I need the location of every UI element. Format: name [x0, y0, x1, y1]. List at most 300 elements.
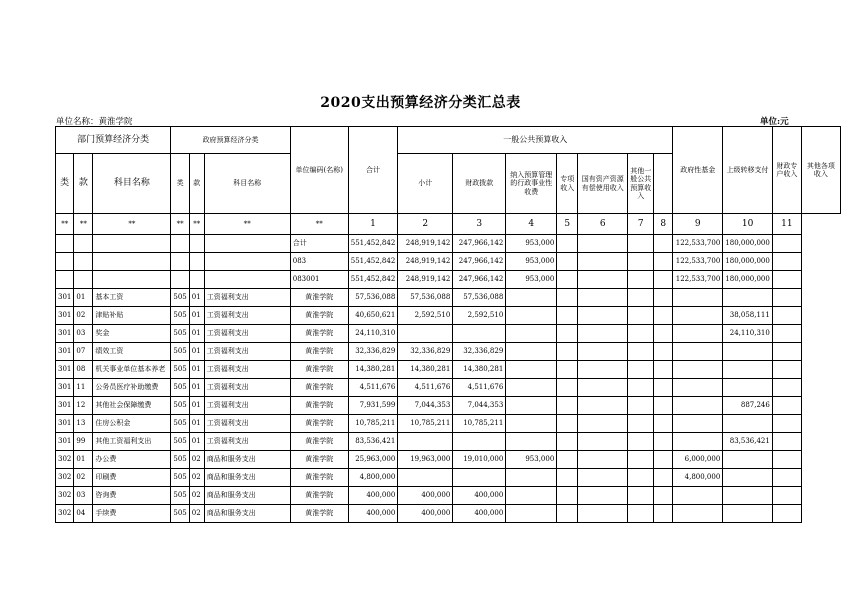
item-name-cell: 基本工资 — [93, 289, 171, 307]
special-income-header: 专项收入 — [557, 154, 578, 214]
appropriation-cell — [453, 325, 506, 343]
gov-kuan-cell — [189, 235, 204, 253]
kuan-cell: 01 — [74, 451, 93, 469]
state-asset-cell — [578, 361, 628, 379]
total-cell: 24,110,310 — [348, 325, 398, 343]
gov-fund-cell — [654, 487, 673, 505]
gov-lei-cell: 505 — [171, 433, 189, 451]
lei-cell: 301 — [56, 397, 74, 415]
lei-cell: 302 — [56, 469, 74, 487]
kuan-cell: 08 — [74, 361, 93, 379]
other-income-header: 其他各项收入 — [801, 127, 840, 214]
gov-fund-cell — [654, 433, 673, 451]
special-income-cell — [557, 451, 578, 469]
fiscal-special-cell: 38,058,111 — [723, 307, 773, 325]
gov-fund-header: 政府性基金 — [673, 127, 723, 214]
currency-unit-label: 单位:元 — [760, 117, 789, 127]
gov-item-name-cell: 工资福利支出 — [204, 343, 290, 361]
appropriation-cell: 400,000 — [453, 505, 506, 523]
other-general-cell — [628, 307, 654, 325]
fiscal-special-cell — [723, 289, 773, 307]
state-asset-cell — [578, 271, 628, 289]
fiscal-special-cell: 83,536,421 — [723, 433, 773, 451]
general-budget-header: 一般公共预算收入 — [398, 127, 673, 154]
other-income-cell — [772, 505, 801, 523]
item-name-cell: 津贴补贴 — [93, 307, 171, 325]
unit-cell: 黄淮学院 — [290, 343, 348, 361]
state-asset-cell — [578, 307, 628, 325]
unit-cell: 黄淮学院 — [290, 397, 348, 415]
total-header: 合计 — [348, 127, 398, 214]
subtotal-cell: 14,380,281 — [398, 361, 453, 379]
kuan-cell: 01 — [74, 289, 93, 307]
lei-cell: 301 — [56, 361, 74, 379]
gov-lei-cell: 505 — [171, 361, 189, 379]
admin-fee-header: 纳入预算管理的行政事业性收费 — [506, 154, 557, 214]
gov-item-name-cell: 工资福利支出 — [204, 289, 290, 307]
unit-cell: 黄淮学院 — [290, 505, 348, 523]
subtotal-cell: 57,536,088 — [398, 289, 453, 307]
gov-kuan-cell: 01 — [189, 361, 204, 379]
lei-cell — [56, 253, 74, 271]
transfer-cell — [673, 325, 723, 343]
transfer-cell: 122,533,700 — [673, 235, 723, 253]
kuan-cell: 02 — [74, 469, 93, 487]
gov-kuan-cell — [189, 271, 204, 289]
gov-kuan-cell: 01 — [189, 343, 204, 361]
subtotal-cell: 2,592,510 — [398, 307, 453, 325]
total-cell: 83,536,421 — [348, 433, 398, 451]
other-income-cell — [772, 487, 801, 505]
transfer-cell — [673, 397, 723, 415]
gov-item-name-cell: 商品和服务支出 — [204, 487, 290, 505]
lei-cell: 301 — [56, 325, 74, 343]
index-cell: ** — [189, 214, 204, 235]
subtotal-cell: 7,044,353 — [398, 397, 453, 415]
index-cell: ** — [290, 214, 348, 235]
subtotal-cell — [398, 469, 453, 487]
admin-fee-cell — [506, 487, 557, 505]
unit-cell: 合计 — [290, 235, 348, 253]
other-general-cell — [628, 361, 654, 379]
item-name-cell: 机关事业单位基本养老 — [93, 361, 171, 379]
gov-item-name-cell — [204, 253, 290, 271]
other-general-cell — [628, 235, 654, 253]
appropriation-cell: 19,010,000 — [453, 451, 506, 469]
gov-fund-cell — [654, 325, 673, 343]
lei-cell: 301 — [56, 343, 74, 361]
special-income-cell — [557, 505, 578, 523]
other-income-cell — [772, 307, 801, 325]
index-cell: ** — [171, 214, 189, 235]
gov-item-name-cell: 工资福利支出 — [204, 325, 290, 343]
index-cell: 7 — [628, 214, 654, 235]
gov-lei-cell: 505 — [171, 325, 189, 343]
other-income-cell — [772, 235, 801, 253]
gov-kuan-cell: 02 — [189, 451, 204, 469]
total-cell: 7,931,599 — [348, 397, 398, 415]
table-row — [56, 325, 841, 343]
unit-cell: 黄淮学院 — [290, 289, 348, 307]
appropriation-cell: 4,511,676 — [453, 379, 506, 397]
unit-cell: 黄淮学院 — [290, 325, 348, 343]
special-income-cell — [557, 433, 578, 451]
page-title: 2020支出预算经济分类汇总表 — [320, 95, 521, 111]
gov-fund-cell — [654, 307, 673, 325]
admin-fee-cell — [506, 289, 557, 307]
special-income-cell — [557, 487, 578, 505]
kuan-cell — [74, 271, 93, 289]
appropriation-cell: 247,966,142 — [453, 253, 506, 271]
special-income-cell — [557, 415, 578, 433]
unit-code-header: 单位编码(名称) — [290, 127, 348, 214]
table-row — [56, 379, 841, 397]
item-name-cell — [93, 271, 171, 289]
fiscal-special-cell: 887,246 — [723, 397, 773, 415]
state-asset-cell — [578, 253, 628, 271]
item-name-cell: 其他工资福利支出 — [93, 433, 171, 451]
lei-cell: 301 — [56, 433, 74, 451]
item-name-cell — [93, 235, 171, 253]
gov-item-name-cell — [204, 271, 290, 289]
state-asset-cell — [578, 451, 628, 469]
gov-fund-cell — [654, 379, 673, 397]
unit-cell: 083 — [290, 253, 348, 271]
lei-cell: 301 — [56, 379, 74, 397]
lei-cell: 301 — [56, 289, 74, 307]
gov-item-name-cell: 商品和服务支出 — [204, 451, 290, 469]
gov-lei-cell: 505 — [171, 451, 189, 469]
lei-cell: 302 — [56, 505, 74, 523]
lei-cell — [56, 235, 74, 253]
special-income-cell — [557, 469, 578, 487]
fiscal-special-cell — [723, 379, 773, 397]
special-income-cell — [557, 253, 578, 271]
gov-item-name-cell: 工资福利支出 — [204, 433, 290, 451]
subtotal-cell: 19,963,000 — [398, 451, 453, 469]
lei-header: 类 — [56, 154, 74, 214]
item-name-cell: 办公费 — [93, 451, 171, 469]
other-general-cell — [628, 325, 654, 343]
gov-fund-cell — [654, 235, 673, 253]
appropriation-cell: 14,380,281 — [453, 361, 506, 379]
kuan-cell: 07 — [74, 343, 93, 361]
total-cell: 40,650,621 — [348, 307, 398, 325]
index-cell: ** — [93, 214, 171, 235]
total-cell: 551,452,842 — [348, 271, 398, 289]
state-asset-cell — [578, 235, 628, 253]
admin-fee-cell: 953,000 — [506, 235, 557, 253]
other-income-cell — [772, 469, 801, 487]
lei-cell: 301 — [56, 415, 74, 433]
other-income-cell — [772, 343, 801, 361]
index-cell: ** — [74, 214, 93, 235]
state-asset-cell — [578, 379, 628, 397]
index-cell: 8 — [654, 214, 673, 235]
gov-fund-cell — [654, 415, 673, 433]
state-asset-cell — [578, 343, 628, 361]
transfer-cell: 122,533,700 — [673, 271, 723, 289]
subtotal-cell — [398, 433, 453, 451]
index-cell: 11 — [772, 214, 801, 235]
other-income-cell — [772, 415, 801, 433]
state-asset-cell — [578, 289, 628, 307]
appropriation-cell: 10,785,211 — [453, 415, 506, 433]
transfer-cell: 6,000,000 — [673, 451, 723, 469]
state-asset-header: 国有资产资源有偿使用收入 — [578, 154, 628, 214]
item-name-cell: 手续费 — [93, 505, 171, 523]
kuan-cell: 11 — [74, 379, 93, 397]
kuan-cell: 03 — [74, 487, 93, 505]
subtotal-cell — [398, 325, 453, 343]
lei-cell: 301 — [56, 307, 74, 325]
appropriation-cell — [453, 433, 506, 451]
gov-lei-cell: 505 — [171, 487, 189, 505]
appropriation-cell — [453, 469, 506, 487]
gov-item-name-cell: 商品和服务支出 — [204, 469, 290, 487]
kuan-cell: 13 — [74, 415, 93, 433]
state-asset-cell — [578, 415, 628, 433]
appropriation-cell: 247,966,142 — [453, 271, 506, 289]
transfer-cell — [673, 379, 723, 397]
special-income-cell — [557, 397, 578, 415]
gov-fund-cell — [654, 289, 673, 307]
table-row — [56, 469, 841, 487]
index-cell: 2 — [398, 214, 453, 235]
index-cell: ** — [204, 214, 290, 235]
state-asset-cell — [578, 433, 628, 451]
other-income-cell — [772, 253, 801, 271]
other-income-cell — [772, 379, 801, 397]
gov-lei-cell: 505 — [171, 505, 189, 523]
lei-cell: 302 — [56, 487, 74, 505]
other-income-cell — [772, 397, 801, 415]
transfer-cell — [673, 289, 723, 307]
subtotal-cell: 10,785,211 — [398, 415, 453, 433]
special-income-cell — [557, 289, 578, 307]
special-income-cell — [557, 343, 578, 361]
appropriation-header: 财政拨款 — [453, 154, 506, 214]
transfer-cell — [673, 505, 723, 523]
other-general-cell — [628, 469, 654, 487]
transfer-cell: 122,533,700 — [673, 253, 723, 271]
table-row — [56, 397, 841, 415]
gov-kuan-cell: 02 — [189, 469, 204, 487]
state-asset-cell — [578, 487, 628, 505]
transfer-cell — [673, 307, 723, 325]
gov-lei-cell: 505 — [171, 469, 189, 487]
kuan-cell: 02 — [74, 307, 93, 325]
table-row — [56, 289, 841, 307]
table-row — [56, 343, 841, 361]
gov-lei-cell: 505 — [171, 343, 189, 361]
gov-lei-cell: 505 — [171, 307, 189, 325]
other-income-cell — [772, 289, 801, 307]
special-income-cell — [557, 379, 578, 397]
total-cell: 10,785,211 — [348, 415, 398, 433]
fiscal-special-cell — [723, 343, 773, 361]
item-name-cell: 公务员医疗补助缴费 — [93, 379, 171, 397]
table-row — [56, 505, 841, 523]
other-general-cell — [628, 433, 654, 451]
gov-fund-cell — [654, 397, 673, 415]
table-row — [56, 307, 841, 325]
other-general-cell — [628, 487, 654, 505]
fiscal-special-cell — [723, 415, 773, 433]
gov-kuan-cell: 01 — [189, 289, 204, 307]
gov-lei-cell: 505 — [171, 397, 189, 415]
table-row — [56, 361, 841, 379]
fiscal-special-cell — [723, 487, 773, 505]
gov-kuan-cell: 01 — [189, 397, 204, 415]
transfer-cell — [673, 487, 723, 505]
total-cell: 32,336,829 — [348, 343, 398, 361]
subtotal-cell: 248,919,142 — [398, 235, 453, 253]
other-general-cell — [628, 271, 654, 289]
gov-kuan-cell: 01 — [189, 433, 204, 451]
table-row — [56, 271, 841, 289]
kuan-header: 款 — [74, 154, 93, 214]
admin-fee-cell — [506, 325, 557, 343]
subtotal-cell: 400,000 — [398, 487, 453, 505]
lei-cell — [56, 271, 74, 289]
other-income-cell — [772, 325, 801, 343]
unit-cell: 黄淮学院 — [290, 469, 348, 487]
item-name-cell: 印刷费 — [93, 469, 171, 487]
gov-item-name-cell — [204, 235, 290, 253]
gov-lei-cell — [171, 271, 189, 289]
item-name-cell: 绩效工资 — [93, 343, 171, 361]
unit-cell: 黄淮学院 — [290, 379, 348, 397]
subtotal-cell: 248,919,142 — [398, 271, 453, 289]
table-row — [56, 253, 841, 271]
gov-kuan-cell: 01 — [189, 415, 204, 433]
lei-cell: 302 — [56, 451, 74, 469]
appropriation-cell: 57,536,088 — [453, 289, 506, 307]
transfer-cell: 4,800,000 — [673, 469, 723, 487]
gov-item-name-cell: 工资福利支出 — [204, 397, 290, 415]
admin-fee-cell — [506, 361, 557, 379]
other-income-cell — [772, 361, 801, 379]
gov-fund-cell — [654, 253, 673, 271]
gov-lei-cell: 505 — [171, 415, 189, 433]
other-general-cell — [628, 289, 654, 307]
other-general-cell — [628, 505, 654, 523]
item-name-cell: 奖金 — [93, 325, 171, 343]
index-cell: 1 — [348, 214, 398, 235]
gov-fund-cell — [654, 451, 673, 469]
subtotal-cell: 248,919,142 — [398, 253, 453, 271]
admin-fee-cell — [506, 433, 557, 451]
gov-fund-cell — [654, 505, 673, 523]
gov-kuan-cell: 01 — [189, 307, 204, 325]
kuan-cell: 12 — [74, 397, 93, 415]
other-general-cell — [628, 397, 654, 415]
transfer-cell — [673, 343, 723, 361]
unit-name-label: 单位名称：黄淮学院 — [56, 117, 133, 127]
fiscal-special-header: 财政专户收入 — [772, 127, 801, 214]
index-cell: 3 — [453, 214, 506, 235]
item-name-cell — [93, 253, 171, 271]
other-general-cell — [628, 379, 654, 397]
other-income-cell — [772, 271, 801, 289]
gov-kuan-cell: 02 — [189, 505, 204, 523]
gov-kuan-cell: 01 — [189, 379, 204, 397]
gov-lei-cell — [171, 253, 189, 271]
fiscal-special-cell: 24,110,310 — [723, 325, 773, 343]
admin-fee-cell — [506, 415, 557, 433]
gov-lei-cell: 505 — [171, 289, 189, 307]
gov-fund-cell — [654, 361, 673, 379]
fiscal-special-cell — [723, 451, 773, 469]
state-asset-cell — [578, 469, 628, 487]
transfer-cell — [673, 361, 723, 379]
admin-fee-cell — [506, 307, 557, 325]
appropriation-cell: 7,044,353 — [453, 397, 506, 415]
other-income-cell — [772, 451, 801, 469]
total-cell: 57,536,088 — [348, 289, 398, 307]
index-cell: 6 — [578, 214, 628, 235]
other-income-cell — [772, 433, 801, 451]
total-cell: 551,452,842 — [348, 253, 398, 271]
unit-cell: 黄淮学院 — [290, 361, 348, 379]
gov-fund-cell — [654, 343, 673, 361]
total-cell: 25,963,000 — [348, 451, 398, 469]
other-general-cell — [628, 451, 654, 469]
total-cell: 400,000 — [348, 487, 398, 505]
appropriation-cell: 247,966,142 — [453, 235, 506, 253]
unit-cell: 黄淮学院 — [290, 451, 348, 469]
gov-item-name-header: 科目名称 — [204, 154, 290, 214]
total-cell: 400,000 — [348, 505, 398, 523]
gov-kuan-cell: 01 — [189, 325, 204, 343]
dept-class-header: 部门预算经济分类 — [56, 127, 171, 154]
index-cell: 4 — [506, 214, 557, 235]
subtotal-cell: 400,000 — [398, 505, 453, 523]
gov-item-name-cell: 工资福利支出 — [204, 307, 290, 325]
other-general-cell — [628, 415, 654, 433]
gov-fund-cell — [654, 271, 673, 289]
gov-class-header: 政府预算经济分类 — [171, 127, 290, 154]
special-income-cell — [557, 271, 578, 289]
index-cell: 9 — [673, 214, 723, 235]
gov-item-name-cell: 商品和服务支出 — [204, 505, 290, 523]
special-income-cell — [557, 325, 578, 343]
index-row — [56, 214, 841, 235]
state-asset-cell — [578, 397, 628, 415]
unit-cell: 黄淮学院 — [290, 307, 348, 325]
appropriation-cell: 400,000 — [453, 487, 506, 505]
fiscal-special-cell — [723, 469, 773, 487]
admin-fee-cell — [506, 343, 557, 361]
unit-cell: 黄淮学院 — [290, 433, 348, 451]
total-cell: 14,380,281 — [348, 361, 398, 379]
admin-fee-cell: 953,000 — [506, 451, 557, 469]
budget-table — [55, 126, 841, 523]
index-cell: 5 — [557, 214, 578, 235]
admin-fee-cell: 953,000 — [506, 271, 557, 289]
subtotal-header: 小计 — [398, 154, 453, 214]
gov-fund-cell — [654, 469, 673, 487]
state-asset-cell — [578, 505, 628, 523]
gov-kuan-cell — [189, 253, 204, 271]
special-income-cell — [557, 235, 578, 253]
subtotal-cell: 4,511,676 — [398, 379, 453, 397]
total-cell: 4,800,000 — [348, 469, 398, 487]
total-cell: 4,511,676 — [348, 379, 398, 397]
fiscal-special-cell: 180,000,000 — [723, 235, 773, 253]
header-row-1 — [56, 127, 841, 154]
